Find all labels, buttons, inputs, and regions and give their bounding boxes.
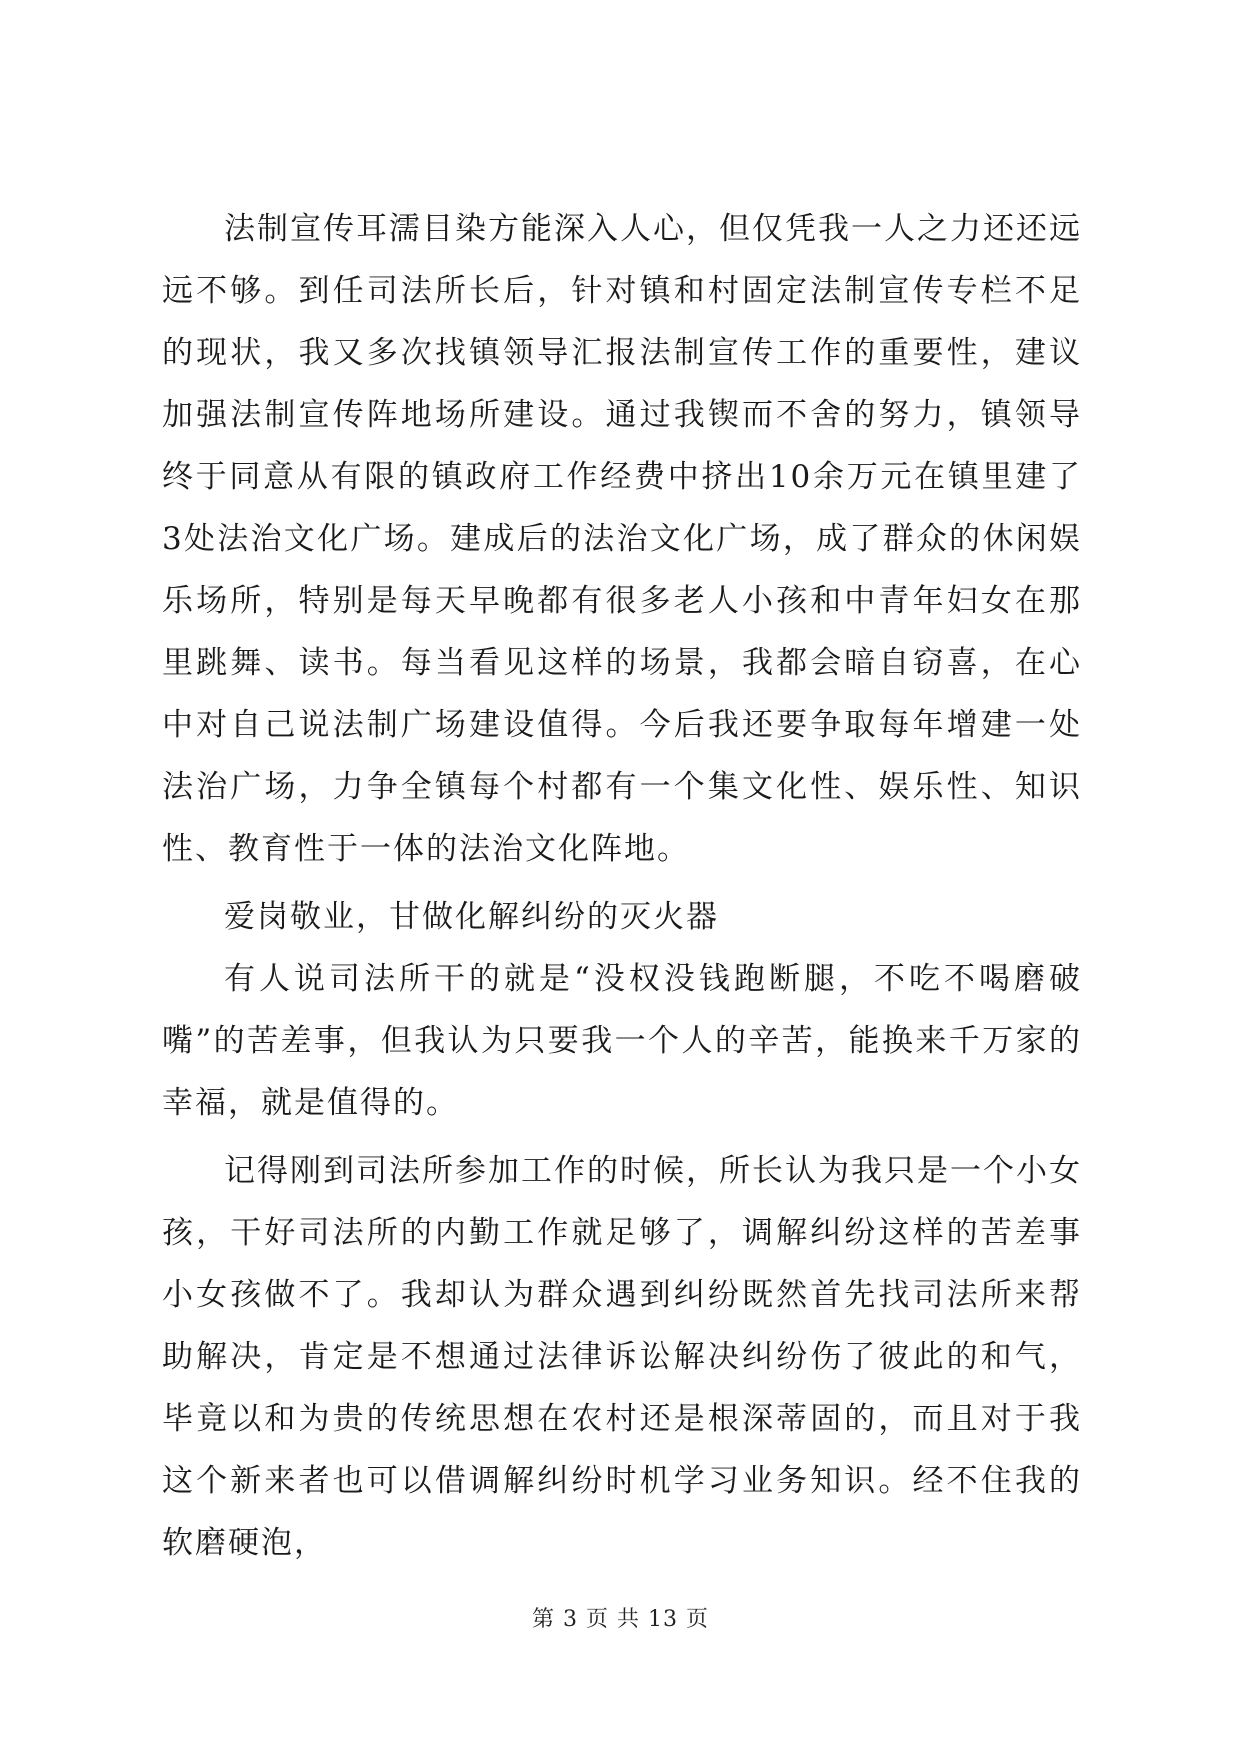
- paragraph-legal-publicity: 法制宣传耳濡目染方能深入人心，但仅凭我一人之力还还远远不够。到任司法所长后，针对镇和村固定法制宣传专栏不足的现状，我又多次找镇领导汇报法制宣传工作的重要性，建议加强法制宣传阵地场所建设。通过我锲而不舍的努力，镇领导终于同意从有限的镇政府工作经费中挤出10余万元在镇里建了3处法治文化广场。建成后的法治文化广场，成了群众的休闲娱乐场所，特别是每天早晚都有很多老人小孩和中青年妇女在那里跳舞、读书。每当看见这样的场景，我都会暗自窃喜，在心中对自己说法制广场建设值得。今后我还要争取每年增建一处法治广场，力争全镇每个村都有一个集文化性、娱乐性、知识性、教育性于一体的法治文化阵地。: [162, 211, 1082, 867]
- page-number-footer: 第 3 页 共 13 页: [532, 1607, 709, 1632]
- document-body: [162, 198, 1082, 1580]
- paragraph-memory: 记得刚到司法所参加工作的时候，所长认为我只是一个小女孩，干好司法所的内勤工作就足够了，调解纠纷这样的苦差事小女孩做不了。我却认为群众遇到纠纷既然首先找司法所来帮助解决，肯定是不想通过法律诉讼解决纠纷伤了彼此的和气，毕竟以和为贵的传统思想在农村还是根深蒂固的，而且对于我这个新来者也可以借调解纠纷时机学习业务知识。经不住我的软磨硬泡，: [162, 1153, 1082, 1561]
- section-heading: 爱岗敬业，甘做化解纠纷的灭火器: [224, 899, 719, 935]
- paragraph-hard-work: 有人说司法所干的就是“没权没钱跑断腿，不吃不喝磨破嘴”的苦差事，但我认为只要我一个人的辛苦，能换来千万家的幸福，就是值得的。: [162, 961, 1082, 1121]
